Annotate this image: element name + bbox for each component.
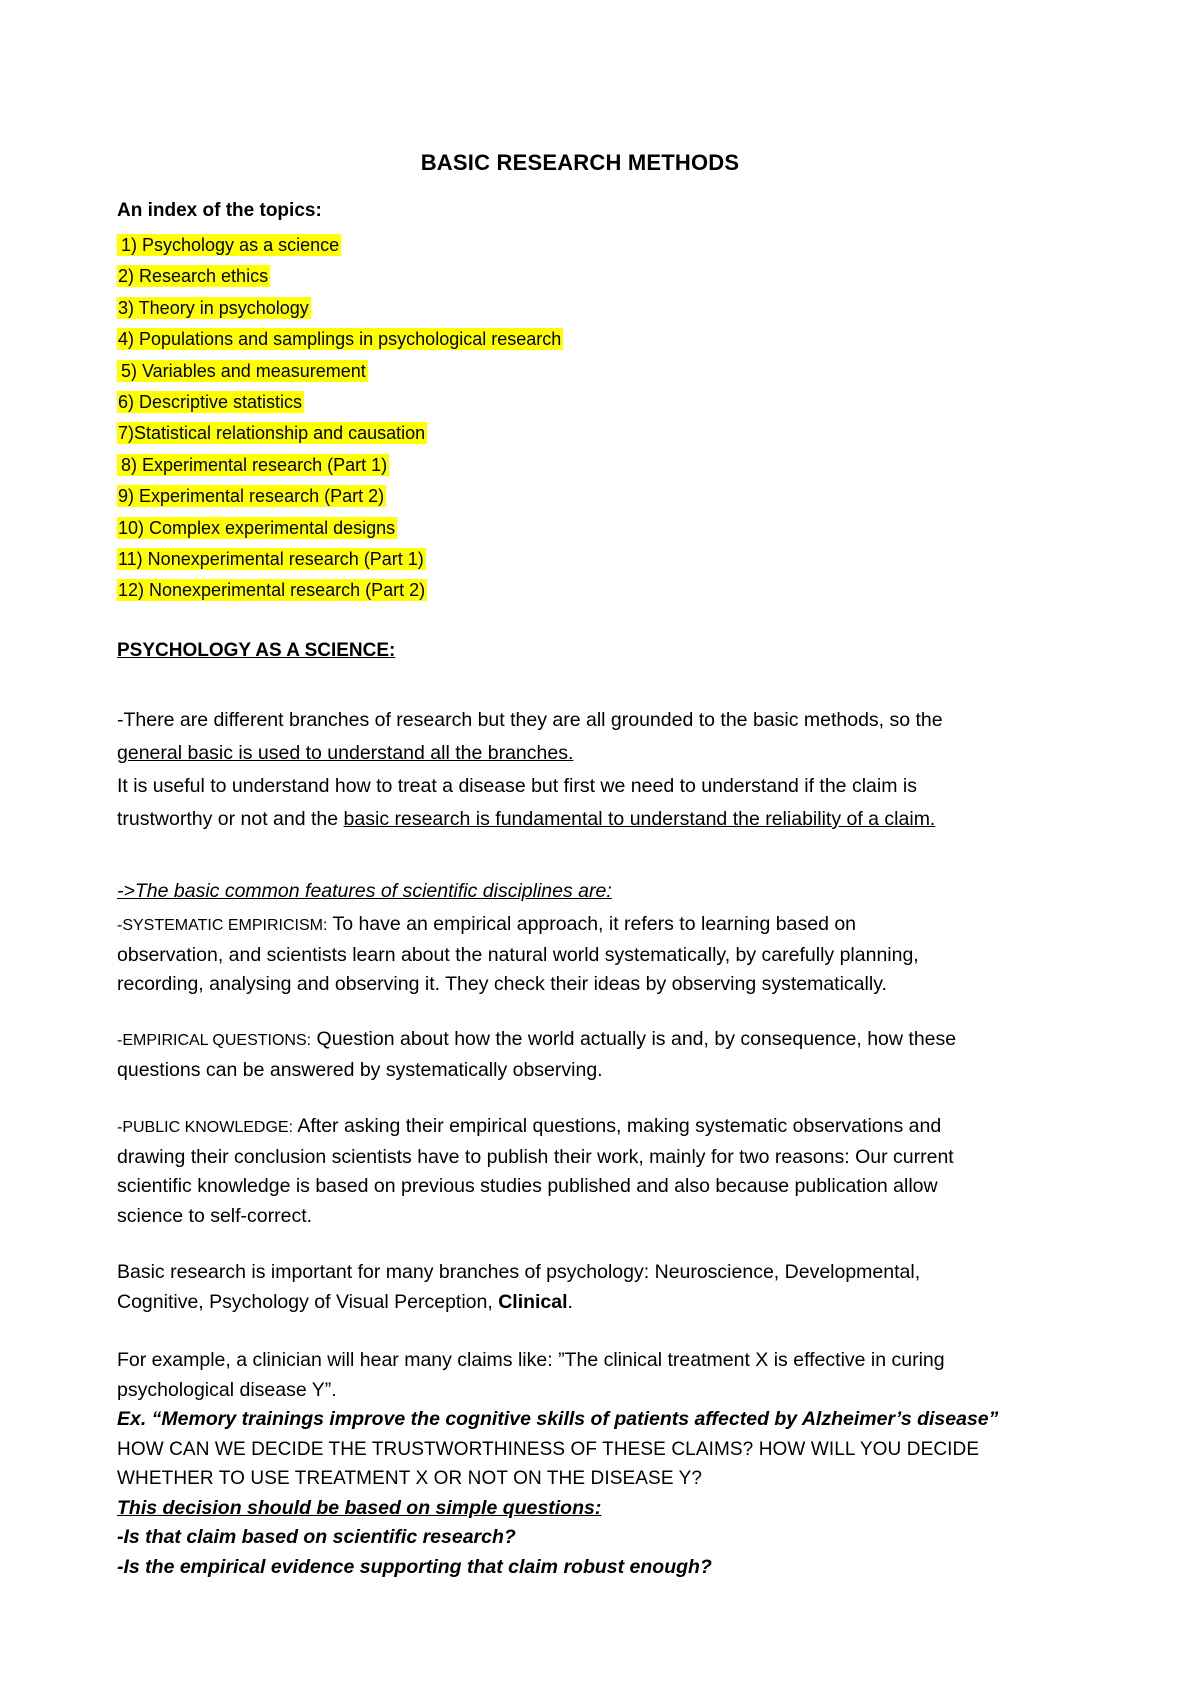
feature-text: To have an empirical approach, it refers to learning based on [332,913,857,935]
question-1: -Is that claim based on scientific research? [117,1526,516,1548]
intro-line-4-underlined: basic research is fundamental to understand the reliability of a claim. [343,808,936,830]
list-item [117,293,563,324]
feature-term: -PUBLIC KNOWLEDGE: [117,1119,294,1136]
list-item [117,356,563,387]
intro-paragraph [117,704,1102,836]
intro-line-4 [117,803,1102,836]
topic-6: 6) Descriptive statistics [118,391,303,412]
example-line-1: For example, a clinician will hear many claims like: ”The clinical treatment X is effective in curing [117,1349,945,1371]
topic-9: 9) Experimental research (Part 2) [118,486,385,507]
intro-line-4-plain: trustworthy or not and the [117,808,344,830]
feature-text: questions can be answered by systematically observing. [117,1058,603,1081]
topic-10: 10) Complex experimental designs [118,517,396,538]
topic-2: 2) Research ethics [118,266,269,287]
question-2: -Is the empirical evidence supporting that claim robust enough? [117,1555,712,1578]
branches-line-2: Cognitive, Psychology of Visual Perception, [117,1290,499,1313]
topic-1: 1) Psychology as a science [117,234,341,256]
features-heading: ->The basic common features of scientific disciplines are: [117,880,612,902]
feature-text: Question about how the world actually is and, by consequence, how these [316,1028,957,1050]
feature-text: drawing their conclusion scientists have to publish their work, mainly for two reasons: Our current [117,1145,954,1168]
example-caps-line-2: WHETHER TO USE TREATMENT X OR NOT ON THE DISEASE Y? [117,1468,703,1489]
list-item [117,387,563,418]
list-item [117,481,563,512]
feature-empirical-questions [117,1025,1102,1085]
feature-text: science to self-correct. [117,1204,313,1227]
example-line-2: psychological disease Y”. [117,1378,337,1401]
example-paragraph [117,1346,1102,1582]
feature-text: observation, and scientists learn about the natural world systematically, by carefully planning, [117,943,919,966]
list-item [117,324,563,355]
index-heading: An index of the topics: [117,200,322,221]
feature-systematic-empiricism [117,910,1102,1000]
list-item [117,575,563,606]
feature-text: scientific knowledge is based on previous studies published and also because publication allow [117,1175,938,1197]
feature-term: -EMPIRICAL QUESTIONS: [117,1032,312,1049]
branches-line-2-end: . [567,1290,573,1313]
feature-text: recording, analysing and observing it. They check their ideas by observing systematically. [117,973,887,995]
feature-term: -SYSTEMATIC EMPIRICISM: [117,917,328,934]
topic-11: 11) Nonexperimental research (Part 1) [118,548,424,569]
topic-3: 3) Theory in psychology [118,297,309,318]
topic-12: 12) Nonexperimental research (Part 2) [118,580,426,601]
section-heading: PSYCHOLOGY AS A SCIENCE: [117,640,396,661]
decision-heading: This decision should be based on simple questions: [117,1496,602,1519]
list-item [117,513,563,544]
topic-7: 7)Statistical relationship and causation [118,423,426,444]
list-item [117,450,563,481]
intro-line-1: -There are different branches of research but they are all grounded to the basic methods, so the [117,709,943,731]
document-title: BASIC RESEARCH METHODS [420,150,740,175]
list-item [117,261,563,292]
example-caps-line-1: HOW CAN WE DECIDE THE TRUSTWORTHINESS OF THESE CLAIMS? HOW WILL YOU DECIDE [117,1438,980,1460]
intro-line-3: It is useful to understand how to treat a disease but first we need to understand if the claim is [117,775,917,797]
list-item [117,544,563,575]
intro-line-2: general basic is used to understand all the branches. [117,742,574,764]
list-item [117,230,563,261]
branches-line-1: Basic research is important for many branches of psychology: Neuroscience, Developmental, [117,1261,921,1283]
branches-paragraph [117,1258,1102,1317]
feature-text: After asking their empirical questions, making systematic observations and [297,1115,942,1137]
topic-5: 5) Variables and measurement [117,360,368,382]
branches-clinical: Clinical [498,1290,568,1313]
topic-index-list [117,230,563,607]
example-quote: Ex. “Memory trainings improve the cognitive skills of patients affected by Alzheimer’s disease” [117,1408,999,1430]
feature-public-knowledge [117,1112,1102,1231]
list-item [117,418,563,449]
topic-4: 4) Populations and samplings in psychological research [118,329,562,350]
topic-8: 8) Experimental research (Part 1) [117,454,389,476]
